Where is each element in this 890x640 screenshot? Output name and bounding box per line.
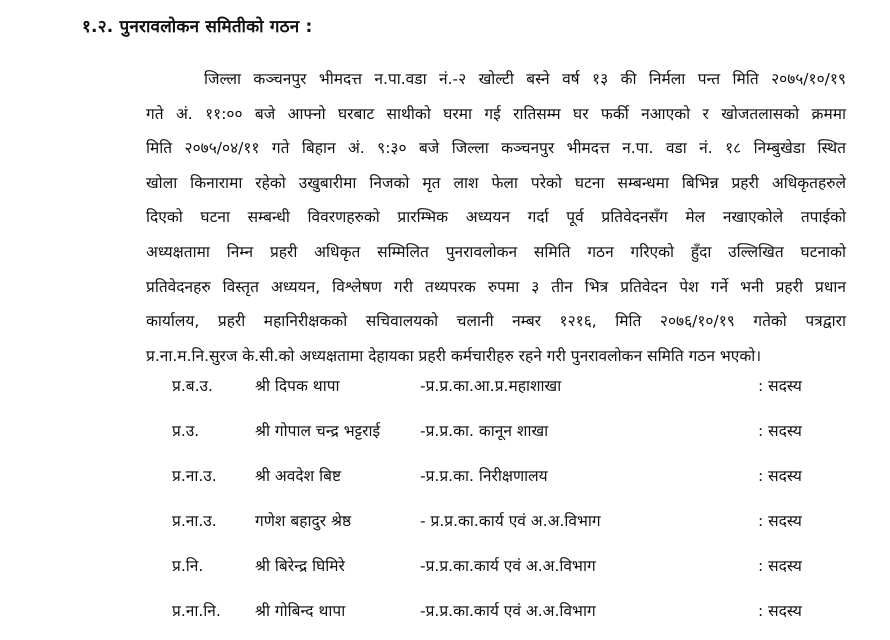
- paragraph-line: दिएको घटना सम्बन्धी विवरणहरुको प्रारम्भिक अध्ययन गर्दा पूर्व प्रतिवेदनसँग मेल नखाएकोले तपाईको: [146, 208, 846, 227]
- member-rank: प्र.ना.उ.: [172, 467, 217, 485]
- committee-member-list: [0, 370, 890, 640]
- member-name: श्री दिपक थापा: [255, 377, 340, 395]
- member-name: श्री गोपाल चन्द्र भट्टराई: [255, 422, 381, 440]
- paragraph-line: अध्यक्षतामा निम्न प्रहरी अधिकृत सम्मिलित पुनरावलोकन समिति गठन गरिएको हुँदा उल्लिखित घटनाको: [146, 242, 846, 261]
- member-office: -प्र.प्र.का.कार्य एवं अ.अ.विभाग: [420, 602, 596, 620]
- member-role: : सदस्य: [758, 422, 802, 440]
- member-row: [0, 505, 890, 550]
- member-role: : सदस्य: [758, 512, 802, 530]
- paragraph-line: मिति २०७५/०४/११ गते बिहान अं. ९:३० बजे जिल्ला कञ्चनपुर भीमदत्त न.पा. वडा नं. १८ निम्बुखेडा स्थित: [146, 139, 846, 158]
- member-office: -प्र.प्र.का.आ.प्र.महाशाखा: [420, 377, 562, 395]
- member-rank: प्र.ना.उ.: [172, 512, 217, 530]
- member-role: : सदस्य: [758, 602, 802, 620]
- member-office: -प्र.प्र.का. निरीक्षणालय: [420, 467, 548, 485]
- paragraph-line: जिल्ला कञ्चनपुर भीमदत्त न.पा.वडा नं.-२ खोल्टी बस्ने वर्ष १३ की निर्मला पन्त मिति २०७५/१०/१९: [204, 70, 846, 88]
- member-row: [0, 370, 890, 415]
- member-rank: प्र.ना.नि.: [172, 602, 221, 620]
- paragraph-line: खोला किनारामा रहेको उखुबारीमा निजको मृत लाश फेला परेको घटना सम्बन्धमा बिभिन्न प्रहरी अधिकृतहरुले: [146, 173, 846, 192]
- member-rank: प्र.ब.उ.: [172, 377, 213, 395]
- member-row: [0, 595, 890, 640]
- member-rank: प्र.उ.: [172, 422, 200, 440]
- paragraph-line: कार्यालय, प्रहरी महानिरीक्षकको सचिवालयको चलानी नम्बर १२१६, मिति २०७६/१०/१९ गतेको पत्रद्वारा: [146, 312, 846, 331]
- paragraph-line: प्रतिवेदनहरु विस्तृत अध्ययन, विश्लेषण गरी तथ्यपरक रुपमा ३ तीन भित्र प्रतिवेदन पेश गर्ने भनी प्रहरी प्रधान: [146, 277, 846, 296]
- member-office: -प्र.प्र.का. कानून शाखा: [420, 422, 549, 440]
- member-office: -प्र.प्र.का.कार्य एवं अ.अ.विभाग: [420, 557, 596, 575]
- member-row: [0, 550, 890, 595]
- member-row: [0, 460, 890, 505]
- paragraph-line: प्र.ना.म.नि.सुरज के.सी.को अध्यक्षतामा देहायका प्रहरी कर्मचारीहरु रहने गरी पुनरावलोकन समिति गठन भएको।: [146, 346, 762, 365]
- body-paragraph: [146, 62, 846, 373]
- member-name: गणेश बहादुर श्रेष्ठ: [255, 512, 352, 530]
- member-name: श्री बिरेन्द्र घिमिरे: [255, 557, 345, 575]
- member-name: श्री गोबिन्द थापा: [255, 602, 346, 620]
- section-heading: १.२. पुनरावलोकन समितीको गठन :: [82, 17, 313, 37]
- member-rank: प्र.नि.: [172, 557, 204, 575]
- member-row: [0, 415, 890, 460]
- member-name: श्री अवदेश बिष्ट: [255, 467, 341, 485]
- member-role: : सदस्य: [758, 377, 802, 395]
- member-role: : सदस्य: [758, 557, 802, 575]
- member-office: - प्र.प्र.का.कार्य एवं अ.अ.विभाग: [420, 512, 601, 530]
- member-role: : सदस्य: [758, 467, 802, 485]
- paragraph-line: गते अं. ११:०० बजे आफ्नो घरबाट साथीको घरमा गई रातिसम्म घर फर्की नआएको र खोजतलासको क्रममा: [146, 104, 846, 123]
